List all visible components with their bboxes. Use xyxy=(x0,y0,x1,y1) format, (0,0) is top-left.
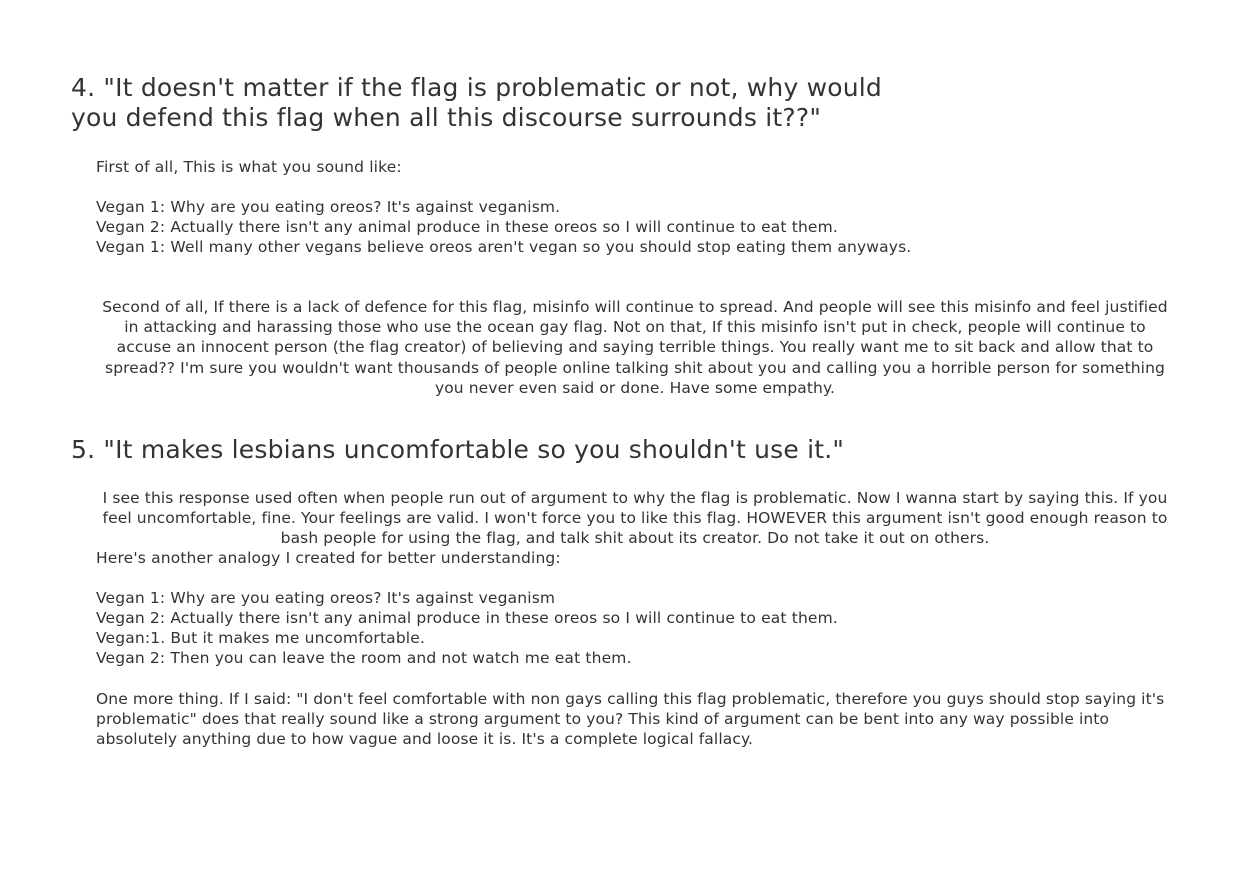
section-5-final-paragraph: One more thing. If I said: "I don't feel comfortable with non gays calling this flag problematic, therefore you guys should stop saying it's problematic" does that really sound like a strong argument to you? This kind of argument can be bent into any way possible into absolutely anything due to how vague and loose it is. It's a complete logical fallacy. xyxy=(96,690,1165,749)
dialogue-line: Vegan 1: Well many other vegans believe oreos aren't vegan so you should stop eating them anyways. xyxy=(96,238,912,256)
dialogue-line: Vegan 2: Actually there isn't any animal produce in these oreos so I will continue to eat them. xyxy=(96,609,838,627)
dialogue-line: Vegan 1: Why are you eating oreos? It's against veganism. xyxy=(96,198,561,216)
dialogue-line: Vegan 1: Why are you eating oreos? It's against veganism xyxy=(96,589,556,607)
dialogue-line: Vegan:1. But it makes me uncomfortable. xyxy=(96,629,426,647)
dialogue-line: Vegan 2: Then you can leave the room and not watch me eat them. xyxy=(96,649,632,667)
section-5-response-paragraph: I see this response used often when people run out of argument to why the flag is problematic. Now I wanna start by saying this. If you feel uncomfortable, fine. Your feelings are valid. I won't force you to like this flag. HOWEVER this argument isn't good enough reason to bash people for using the flag, and talk shit about its creator. Do not take it out on others. xyxy=(102,489,1168,548)
section-5-analogy-intro: Here's another analogy I created for better understanding: xyxy=(96,549,561,567)
dialogue-line: Vegan 2: Actually there isn't any animal produce in these oreos so I will continue to eat them. xyxy=(96,218,838,236)
section-4-intro: First of all, This is what you sound like: xyxy=(96,158,402,176)
section-4-heading: 4. "It doesn't matter if the flag is problematic or not, why would you defend this flag when all this discourse surrounds it??" xyxy=(71,73,883,132)
section-5-heading: 5. "It makes lesbians uncomfortable so you shouldn't use it." xyxy=(71,435,845,464)
section-4-second-paragraph: Second of all, If there is a lack of defence for this flag, misinfo will continue to spread. And people will see this misinfo and feel justified in attacking and harassing those who use the ocean gay flag. Not on that, If this misinfo isn't put in check, people will continue to accuse an innocent person (the flag creator) of believing and saying terrible things. You really want me to sit back and allow that to spread?? I'm sure you wouldn't want thousands of people online talking shit about you and calling you a horrible person for something you never even said or done. Have some empathy. xyxy=(102,298,1168,397)
